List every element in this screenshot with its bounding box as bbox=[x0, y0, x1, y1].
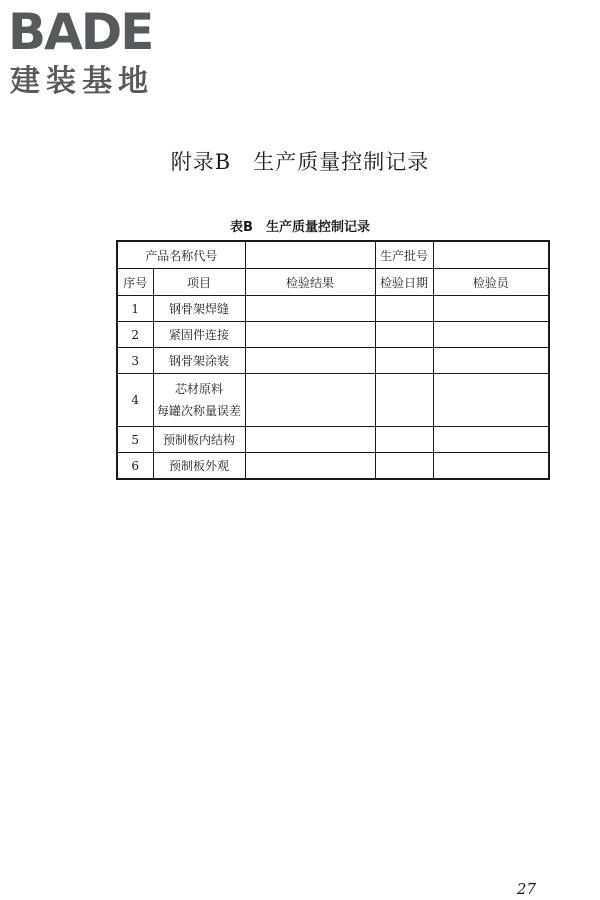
column-header-result: 检验结果 bbox=[245, 269, 375, 296]
row-date bbox=[375, 427, 433, 453]
table-row bbox=[117, 427, 549, 453]
row-date bbox=[375, 322, 433, 348]
row-result bbox=[245, 322, 375, 348]
column-header-row bbox=[117, 269, 549, 296]
row-item bbox=[153, 453, 245, 480]
row-number: 4 bbox=[117, 374, 153, 427]
row-inspector bbox=[433, 453, 549, 480]
row-inspector bbox=[433, 348, 549, 374]
row-result bbox=[245, 348, 375, 374]
row-item-line: 芯材原料 bbox=[175, 382, 224, 396]
row-result bbox=[245, 427, 375, 453]
bade-logo bbox=[8, 3, 178, 101]
row-item bbox=[153, 374, 245, 427]
batch-value bbox=[433, 241, 549, 269]
row-number: 5 bbox=[117, 427, 153, 453]
row-item bbox=[153, 348, 245, 374]
row-item-line: 每罐次称量误差 bbox=[157, 404, 242, 418]
row-number: 3 bbox=[117, 348, 153, 374]
row-inspector bbox=[433, 322, 549, 348]
row-result bbox=[245, 296, 375, 322]
table-row bbox=[117, 296, 549, 322]
row-date bbox=[375, 296, 433, 322]
column-header-inspector: 检验员 bbox=[433, 269, 549, 296]
table-row bbox=[117, 348, 549, 374]
row-item-line: 钢骨架涂装 bbox=[169, 353, 230, 368]
row-inspector bbox=[433, 374, 549, 427]
table-row bbox=[117, 374, 549, 427]
logo-wordmark: BADE bbox=[8, 3, 153, 61]
row-number: 6 bbox=[117, 453, 153, 480]
row-item bbox=[153, 322, 245, 348]
row-item-line: 预制板外观 bbox=[169, 458, 230, 473]
row-date bbox=[375, 453, 433, 480]
row-date bbox=[375, 348, 433, 374]
row-number: 2 bbox=[117, 322, 153, 348]
table-row bbox=[117, 453, 549, 480]
column-header-no: 序号 bbox=[117, 269, 153, 296]
row-item-line: 钢骨架焊缝 bbox=[169, 301, 230, 316]
row-item bbox=[153, 296, 245, 322]
row-date bbox=[375, 374, 433, 427]
column-header-item: 项目 bbox=[153, 269, 245, 296]
product-code-value bbox=[245, 241, 375, 269]
table-row bbox=[117, 322, 549, 348]
column-header-date: 检验日期 bbox=[375, 269, 433, 296]
batch-label: 生产批号 bbox=[375, 241, 433, 269]
table-caption: 表B 生产质量控制记录 bbox=[230, 220, 370, 235]
row-result bbox=[245, 374, 375, 427]
product-info-row bbox=[117, 241, 549, 269]
row-inspector bbox=[433, 427, 549, 453]
page-number: 27 bbox=[516, 880, 536, 898]
row-item-line: 预制板内结构 bbox=[163, 432, 236, 447]
row-inspector bbox=[433, 296, 549, 322]
row-number: 1 bbox=[117, 296, 153, 322]
appendix-title: 附录B 生产质量控制记录 bbox=[170, 150, 430, 174]
row-item bbox=[153, 427, 245, 453]
quality-control-table bbox=[116, 240, 550, 480]
product-code-label: 产品名称代号 bbox=[117, 241, 245, 269]
row-item-line: 紧固件连接 bbox=[169, 327, 230, 342]
row-result bbox=[245, 453, 375, 480]
logo-subtitle: 建装基地 bbox=[10, 64, 154, 99]
